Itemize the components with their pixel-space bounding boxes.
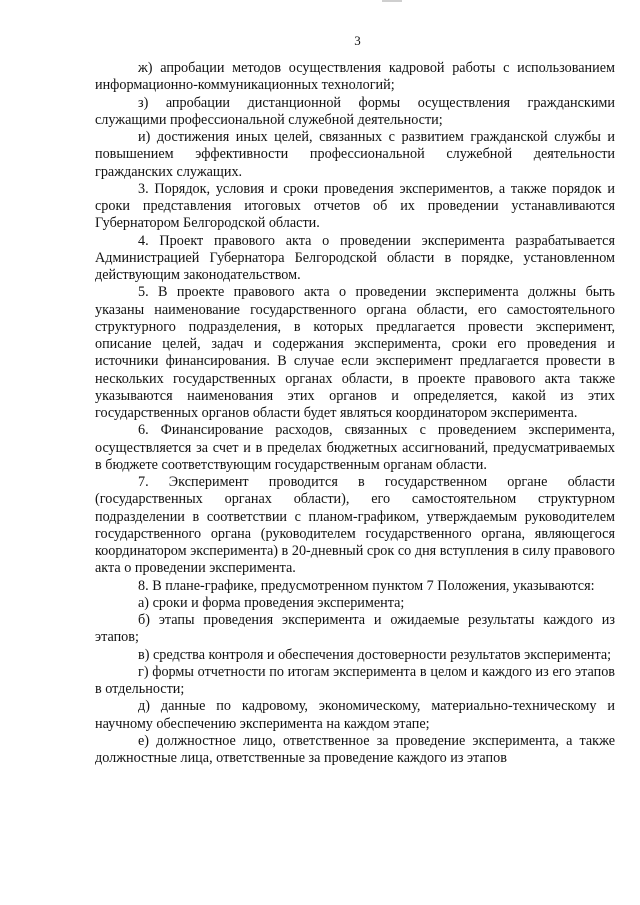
- paragraph-7: 7. Эксперимент проводится в государственном органе области (государственных органах области), его самостоятельном структурном подразделении в соответствии с планом-графиком, утверждаемым руководителем государственного органа (руководителем государственного органа, являющегося координатором эксперимента) в 20-дневный срок со дня вступления в силу правового акта о проведении эксперимента.: [95, 474, 615, 577]
- paragraph-3: 3. Порядок, условия и сроки проведения экспериментов, а также порядок и сроки представления итоговых отчетов об их проведении устанавливаются Губернатором Белгородской области.: [95, 180, 615, 232]
- document-body: [95, 60, 615, 767]
- paragraph-8g: г) формы отчетности по итогам эксперимента в целом и каждого из его этапов в отдельности;: [95, 663, 615, 697]
- paragraph-z: з) апробации дистанционной формы осуществления гражданскими служащими профессиональной служебной деятельности;: [95, 94, 615, 128]
- paragraph-i: и) достижения иных целей, связанных с развитием гражданской службы и повышением эффективности профессиональной служебной деятельности гражданских служащих.: [95, 129, 615, 180]
- paragraph-8e: е) должностное лицо, ответственное за проведение эксперимента, а также должностные лица, ответственные за проведение каждого из этапов: [95, 732, 615, 766]
- paragraph-5: 5. В проекте правового акта о проведении эксперимента должны быть указаны наименование государственного органа области, его самостоятельного структурного подразделения, в которых предлагается провести эксперимент, описание целей, задач и содержания эксперимента, сроки его проведения и источники финансирования. В случае если эксперимент предлагается провести в нескольких государственных органах области, в проекте правового акта также указываются наименования этих органов и определяется, какой из этих государственных органов области будет являться координатором эксперимента.: [95, 284, 615, 421]
- paragraph-4: 4. Проект правового акта о проведении эксперимента разрабатывается Администрацией Губернатора Белгородской области в порядке, установленном действующим законодательством.: [95, 232, 615, 283]
- paragraph-6: 6. Финансирование расходов, связанных с проведением эксперимента, осуществляется за счет и в пределах бюджетных ассигнований, предусматриваемых в бюджете соответствующим государственным органам области.: [95, 422, 615, 473]
- paragraph-zh: ж) апробации методов осуществления кадровой работы с использованием информационно-коммуникационных технологий;: [95, 60, 615, 94]
- page-number: 3: [354, 33, 361, 48]
- paragraph-8: 8. В плане-графике, предусмотренном пунктом 7 Положения, указываются:: [138, 577, 595, 594]
- scan-mark: [382, 0, 402, 2]
- paragraph-8a: а) сроки и форма проведения эксперимента;: [138, 594, 405, 611]
- paragraph-8d: д) данные по кадровому, экономическому, материально-техническому и научному обеспечению эксперимента на каждом этапе;: [95, 698, 615, 732]
- paragraph-8b: б) этапы проведения эксперимента и ожидаемые результаты каждого из этапов;: [95, 612, 615, 646]
- paragraph-8v: в) средства контроля и обеспечения достоверности результатов эксперимента;: [138, 646, 612, 663]
